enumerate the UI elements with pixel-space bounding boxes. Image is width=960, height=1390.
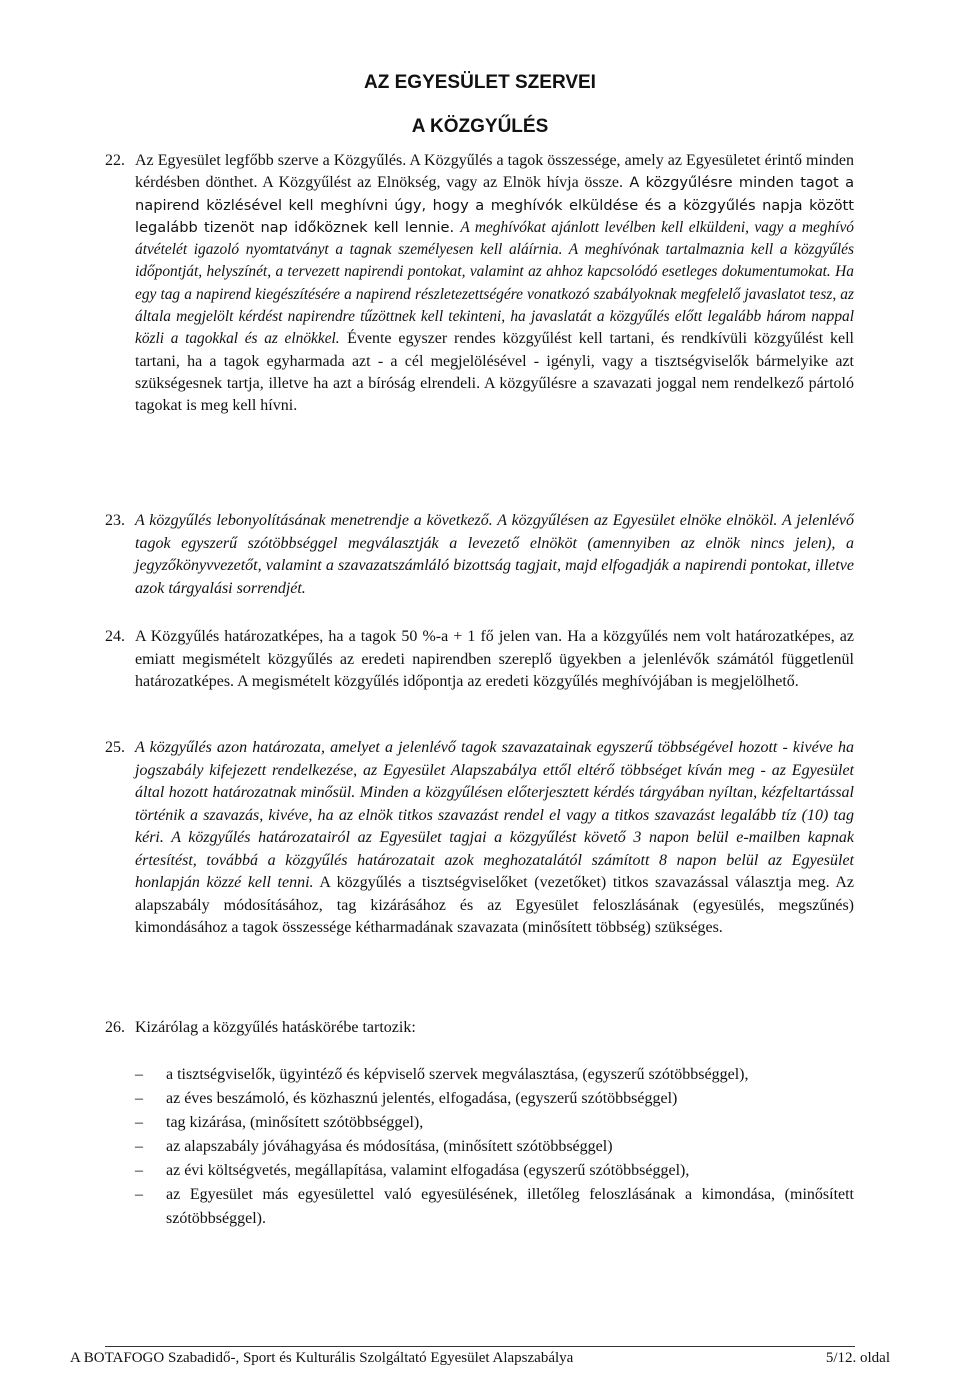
footer-page-number: 5/12. oldal [825, 1350, 890, 1366]
paragraph-text-italic: A közgyűlés azon határozata, amelyet a jelenlévő tagok szavazatainak egyszerű többségével hozott - kivéve ha jogszabály kifejezett rendelkezése, az Egyesület Alapszabálya ettől eltérő többséget kíván meg - az Egyesület által hozott határozatnak minősül. Minden a közgyűlésen előterjesztett kérdés tárgyában nyíltan, kézfeltartással történik a szavazás, kivéve, ha az elnök titkos szavazást rendel el vagy a titkos szavazást legalább tíz (10) tag kéri. A közgyűlés határozatairól az Egyesület tagjai a közgyűlést követő 3 napon belül e-mailben kapnak értesítést, továbbá a közgyűlés határozatait azok meghozatalától számított 8 napon belül az Egyesület honlapján közzé kell tenni. [135, 739, 854, 891]
paragraph-number: 26. [105, 1019, 125, 1036]
paragraph-23 [105, 510, 854, 600]
list-item: – az éves beszámoló, és közhasznú jelentés, elfogadása, (egyszerű szótöbbséggel) [135, 1087, 854, 1111]
dash-bullet: – [135, 1114, 143, 1131]
paragraph-number: 22. [105, 152, 125, 169]
list-item: – tag kizárása, (minősített szótöbbséggel), [135, 1111, 854, 1135]
dash-bullet: – [135, 1162, 143, 1179]
paragraph-text: A közgyűlésre minden tagot a napirend közlésével kell meghívni úgy, hogy a meghívók elküldése és a közgyűlés napja között legalább tizenöt nap időköznek kell lennie. [135, 174, 855, 236]
paragraph-text: Évente egyszer rendes közgyűlést kell tartani, és rendkívüli közgyűlést kell tartani, ha a tagok egyharmada azt - a cél megjelölésével - igényli, vagy a tisztségviselők bármelyike azt szükségesnek tartja, illetve ha azt a bíróság elrendeli. A közgyűlésre a szavazati joggal nem rendelkező pártoló tagokat is meg kell hívni. [135, 330, 855, 415]
paragraph-24 [105, 626, 854, 694]
paragraph-text: A közgyűlés a tisztségviselőket (vezetőket) titkos szavazással választja meg. Az alapszabály módosításához, tag kizárásához és az Egyesület feloszlásának (egyesülés, megszűnés) kimondásához a tagok összessége kétharmadának szavazata (minősített többség) szükséges. [135, 874, 854, 936]
list-item: – az Egyesület más egyesülettel való egyesülésének, illetőleg feloszlásának a kimondása, (minősített szótöbbséggel). [135, 1183, 854, 1231]
section-title: A KÖZGYŰLÉS [411, 116, 549, 137]
competence-list [135, 1063, 854, 1231]
paragraph-22 [105, 150, 854, 418]
paragraph-25 [105, 737, 854, 940]
dash-bullet: – [135, 1090, 143, 1107]
dash-bullet: – [135, 1138, 143, 1155]
dash-bullet: – [135, 1186, 143, 1203]
footer-divider [105, 1346, 855, 1347]
paragraph-text-italic: A közgyűlés lebonyolításának menetrendje a következő. A közgyűlésen az Egyesület elnöke elnököl. A jelenlévő tagok egyszerű szótöbbséggel megválasztják a levezető elnököt (amennyiben az elnök nincs jelen), a jegyzőkönyvvezetőt, valamint a szavazatszámláló bizottság tagjait, majd elfogadják a napirendi pontokat, illetve azok tárgyalási sorrendjét. [135, 512, 854, 597]
footer-document-title: A BOTAFOGO Szabadidő-, Sport és Kulturális Szolgáltató Egyesület Alapszabálya [70, 1350, 574, 1366]
paragraph-text: Kizárólag a közgyűlés hatáskörébe tartozik: [135, 1019, 416, 1036]
paragraph-text: A Közgyűlés határozatképes, ha a tagok 50 %-a + 1 fő jelen van. Ha a közgyűlés nem volt határozatképes, az emiatt megismételt közgyűlés az eredeti napirendben szereplő ügyekben a jelenlévők számától függetlenül határozatképes. A megismételt közgyűlés időpontja az eredeti közgyűlés meghívójában is megjelölhető. [135, 628, 854, 690]
paragraph-number: 23. [105, 512, 125, 529]
list-item: – a tisztségviselők, ügyintéző és képviselő szervek megválasztása, (egyszerű szótöbbséggel), [135, 1063, 854, 1087]
list-item: – az alapszabály jóváhagyása és módosítása, (minősített szótöbbséggel) [135, 1135, 854, 1159]
dash-bullet: – [135, 1066, 143, 1083]
paragraph-number: 24. [105, 628, 125, 645]
paragraph-text-italic: A meghívókat ajánlott levélben kell elküldeni, vagy a meghívó átvételét igazoló nyomtatványt a tagnak személyesen kell aláírnia. A meghívónak tartalmaznia kell a közgyűlés időpontját, helyszínét, a tervezett napirendi pontokat, valamint az ahhoz kapcsolódó esetleges dokumentumokat. Ha egy tag a napirend kiegészítésére a napirend részletezettségére vonatkozó szabályoknak megfelelő javaslatot tesz, az általa megjelölt kérdést napirendre tűzöttnek kell tekinteni, ha javaslatát a közgyűlés előtt legalább három nappal közli a tagokkal és az elnökkel. [135, 218, 855, 348]
paragraph-text: Az Egyesület legfőbb szerve a Közgyűlés. A Közgyűlés a tagok összessége, amely az Egyesületet érintő minden kérdésben dönthet. A Közgyűlést az Elnökség, vagy az Elnök hívja össze. [135, 152, 854, 192]
paragraph-number: 25. [105, 739, 125, 756]
paragraph-26 [105, 1017, 854, 1040]
page-title: AZ EGYESÜLET SZERVEI [364, 72, 596, 93]
list-item: – az évi költségvetés, megállapítása, valamint elfogadása (egyszerű szótöbbséggel), [135, 1159, 854, 1183]
